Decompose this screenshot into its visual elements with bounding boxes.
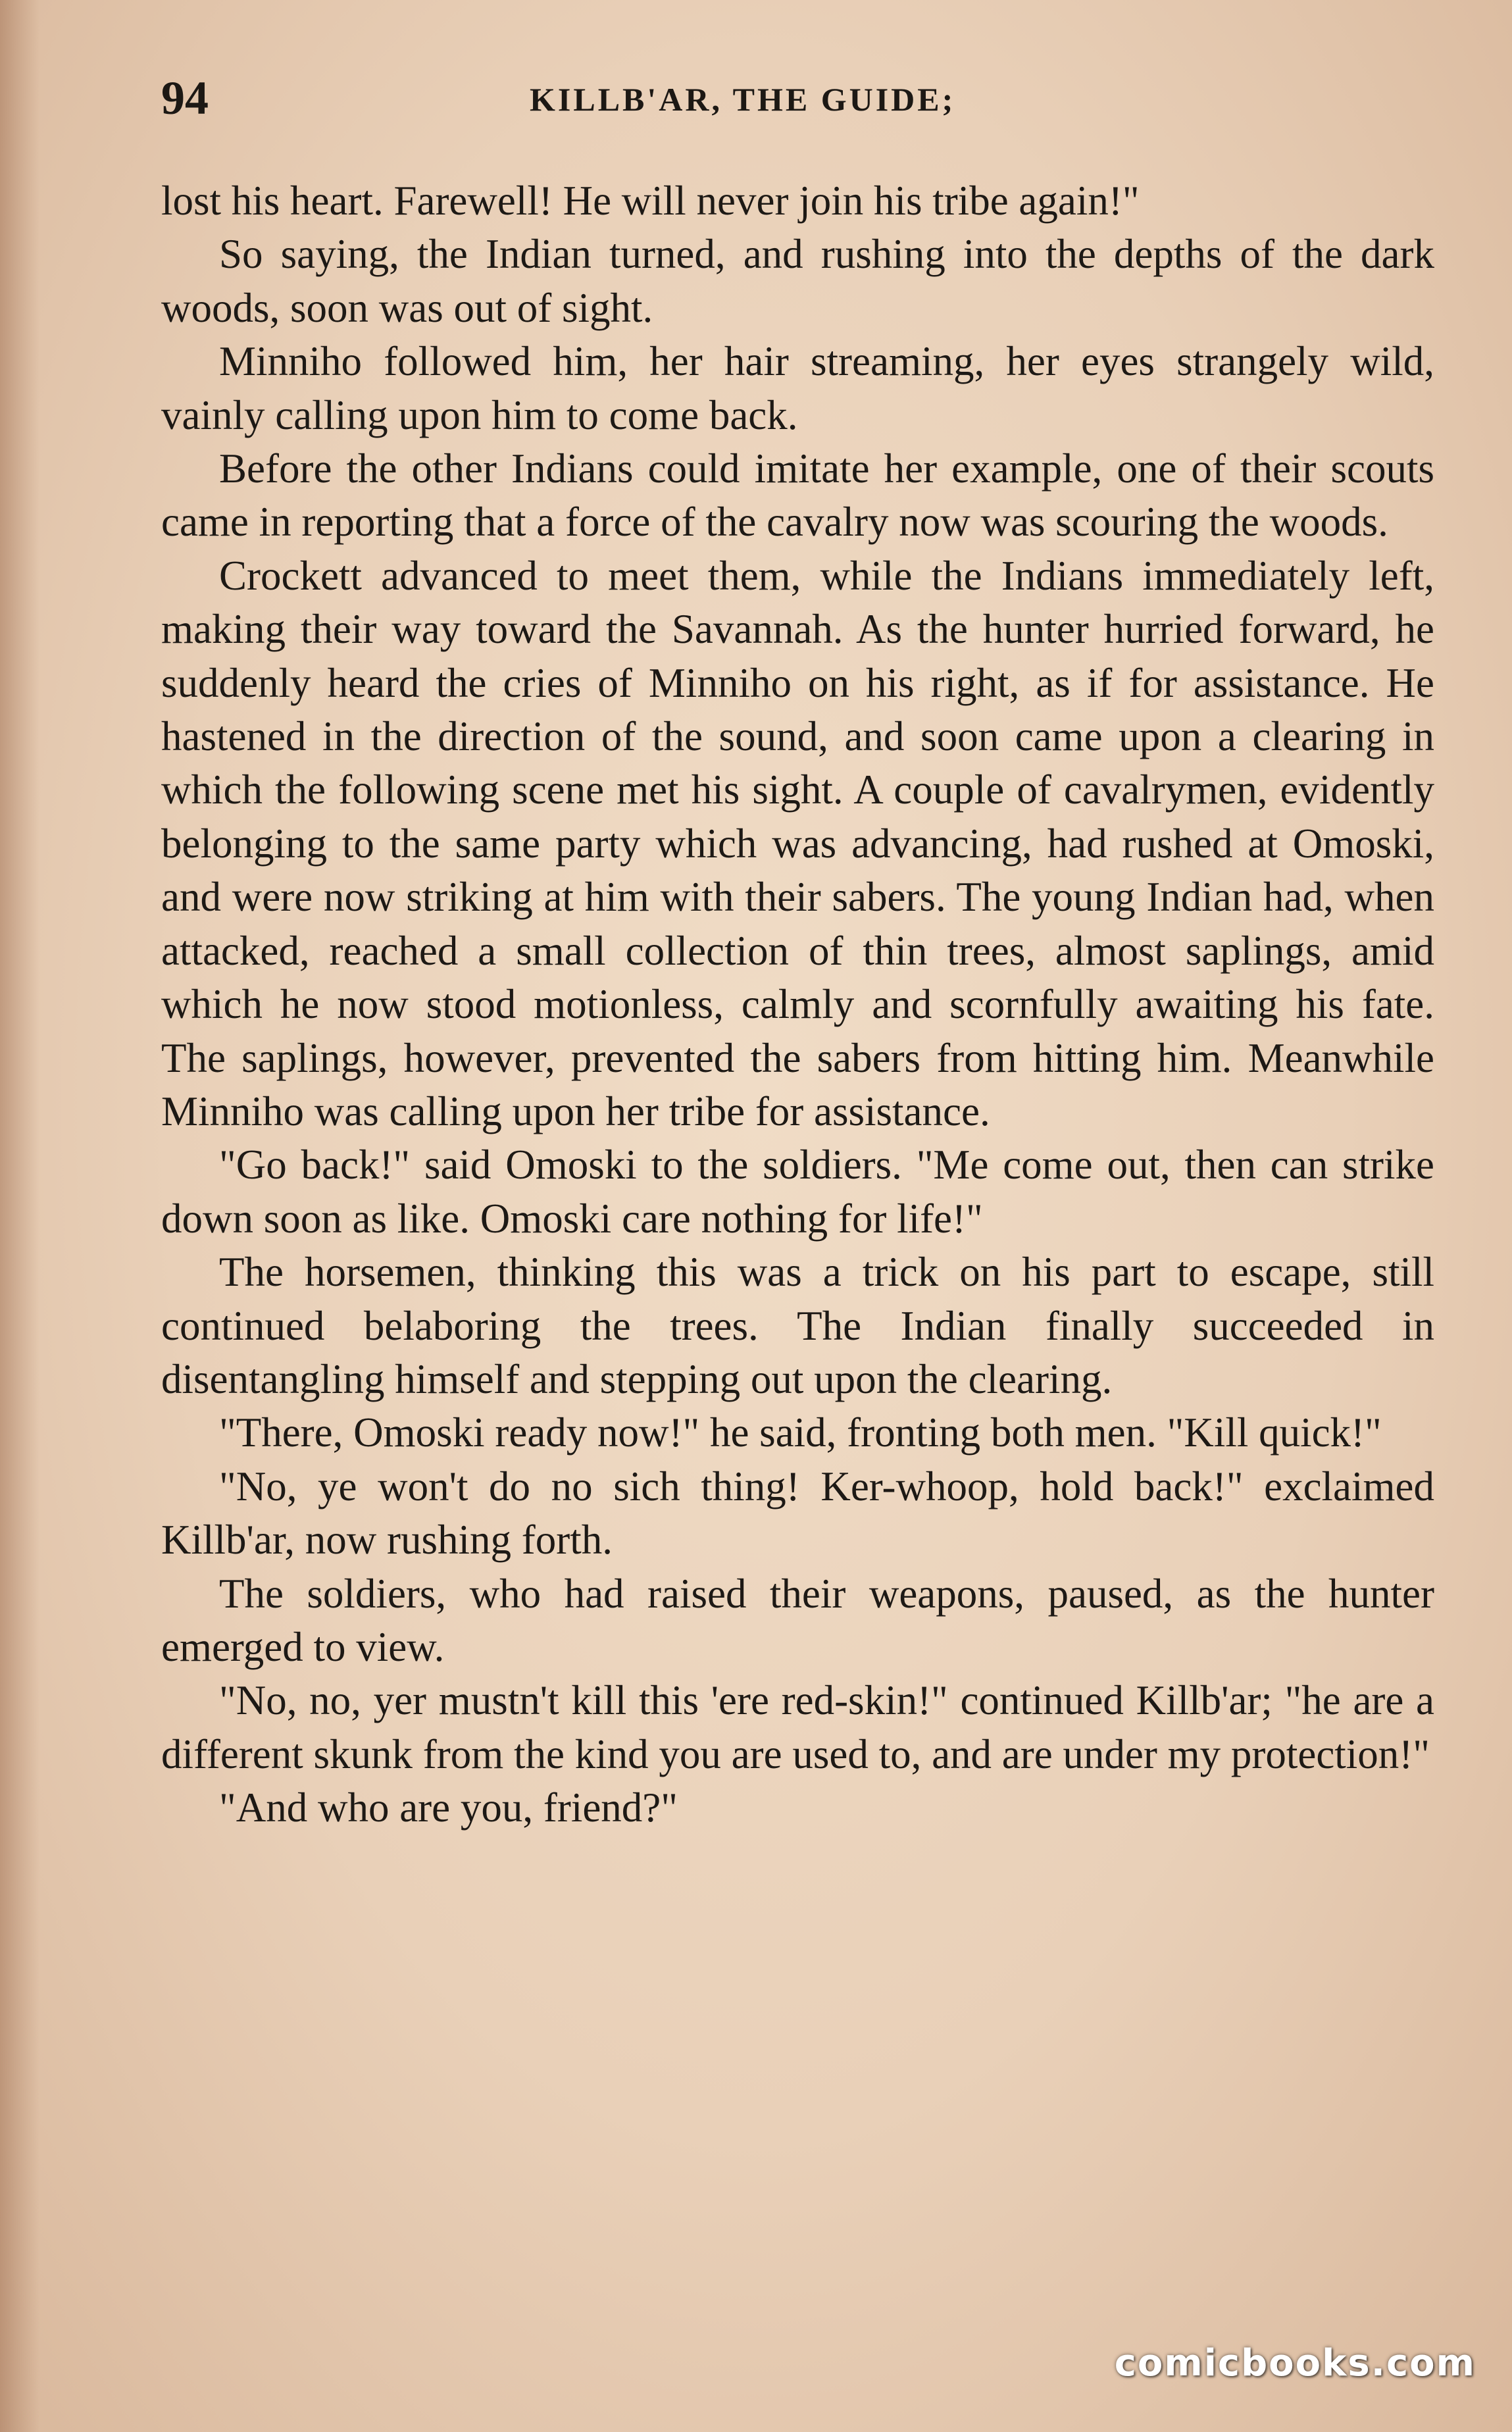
body-text — [161, 174, 1434, 1835]
running-head: KILLB'AR, THE GUIDE; — [530, 81, 956, 118]
paragraph: "No, ye won't do no sich thing! Ker-whoop, hold back!" exclaimed Killb'ar, now rushing forth. — [161, 1463, 1434, 1563]
page-number: 94 — [161, 72, 209, 124]
paragraph: Before the other Indians could imitate her example, one of their scouts came in reporting that a force of the cavalry now was scouring the woods. — [161, 445, 1434, 545]
page-edge-shadow — [0, 0, 39, 2432]
paragraph: "And who are you, friend?" — [219, 1785, 678, 1831]
paragraph: The soldiers, who had raised their weapons, paused, as the hunter emerged to view. — [161, 1570, 1434, 1670]
paragraph: Crockett advanced to meet them, while the Indians immediately left, making their way toward the Savannah. As the hunter hurried forward, he suddenly heard the cries of Minniho on his right, as if for assistance. He hastened in the direction of the sound, and soon came upon a clearing in which the following scene met his sight. A couple of cavalrymen, evidently belonging to the same party which was advancing, had rushed at Omoski, and were now striking at him with their sabers. The young Indian had, when attacked, reached a small collection of thin trees, almost saplings, amid which he now stood motionless, calmly and scornfully awaiting his fate. The saplings, however, prevented the sabers from hitting him. Meanwhile Minniho was calling upon her tribe for assistance. — [161, 552, 1434, 1134]
paragraph: So saying, the Indian turned, and rushing into the depths of the dark woods, soon was out of sight. — [161, 231, 1434, 331]
paragraph: lost his heart. Farewell! He will never join his tribe again!" — [161, 178, 1140, 224]
paragraph: The horsemen, thinking this was a trick on his part to escape, still continued belaboring the trees. The Indian finally succeeded in disentangling himself and stepping out upon the clearing. — [161, 1249, 1434, 1402]
paragraph: Minniho followed him, her hair streaming, her eyes strangely wild, vainly calling upon him to come back. — [161, 338, 1434, 438]
watermark: comicbooks.com — [1114, 2342, 1476, 2385]
paragraph: "Go back!" said Omoski to the soldiers. "Me come out, then can strike down soon as like. Omoski care nothing for life!" — [161, 1142, 1434, 1242]
paragraph: "There, Omoski ready now!" he said, fronting both men. "Kill quick!" — [219, 1409, 1382, 1456]
page-header — [161, 71, 1434, 130]
paragraph: "No, no, yer mustn't kill this 'ere red-skin!" continued Killb'ar; "he are a different skunk from the kind you are used to, and are under my protection!" — [161, 1677, 1434, 1777]
